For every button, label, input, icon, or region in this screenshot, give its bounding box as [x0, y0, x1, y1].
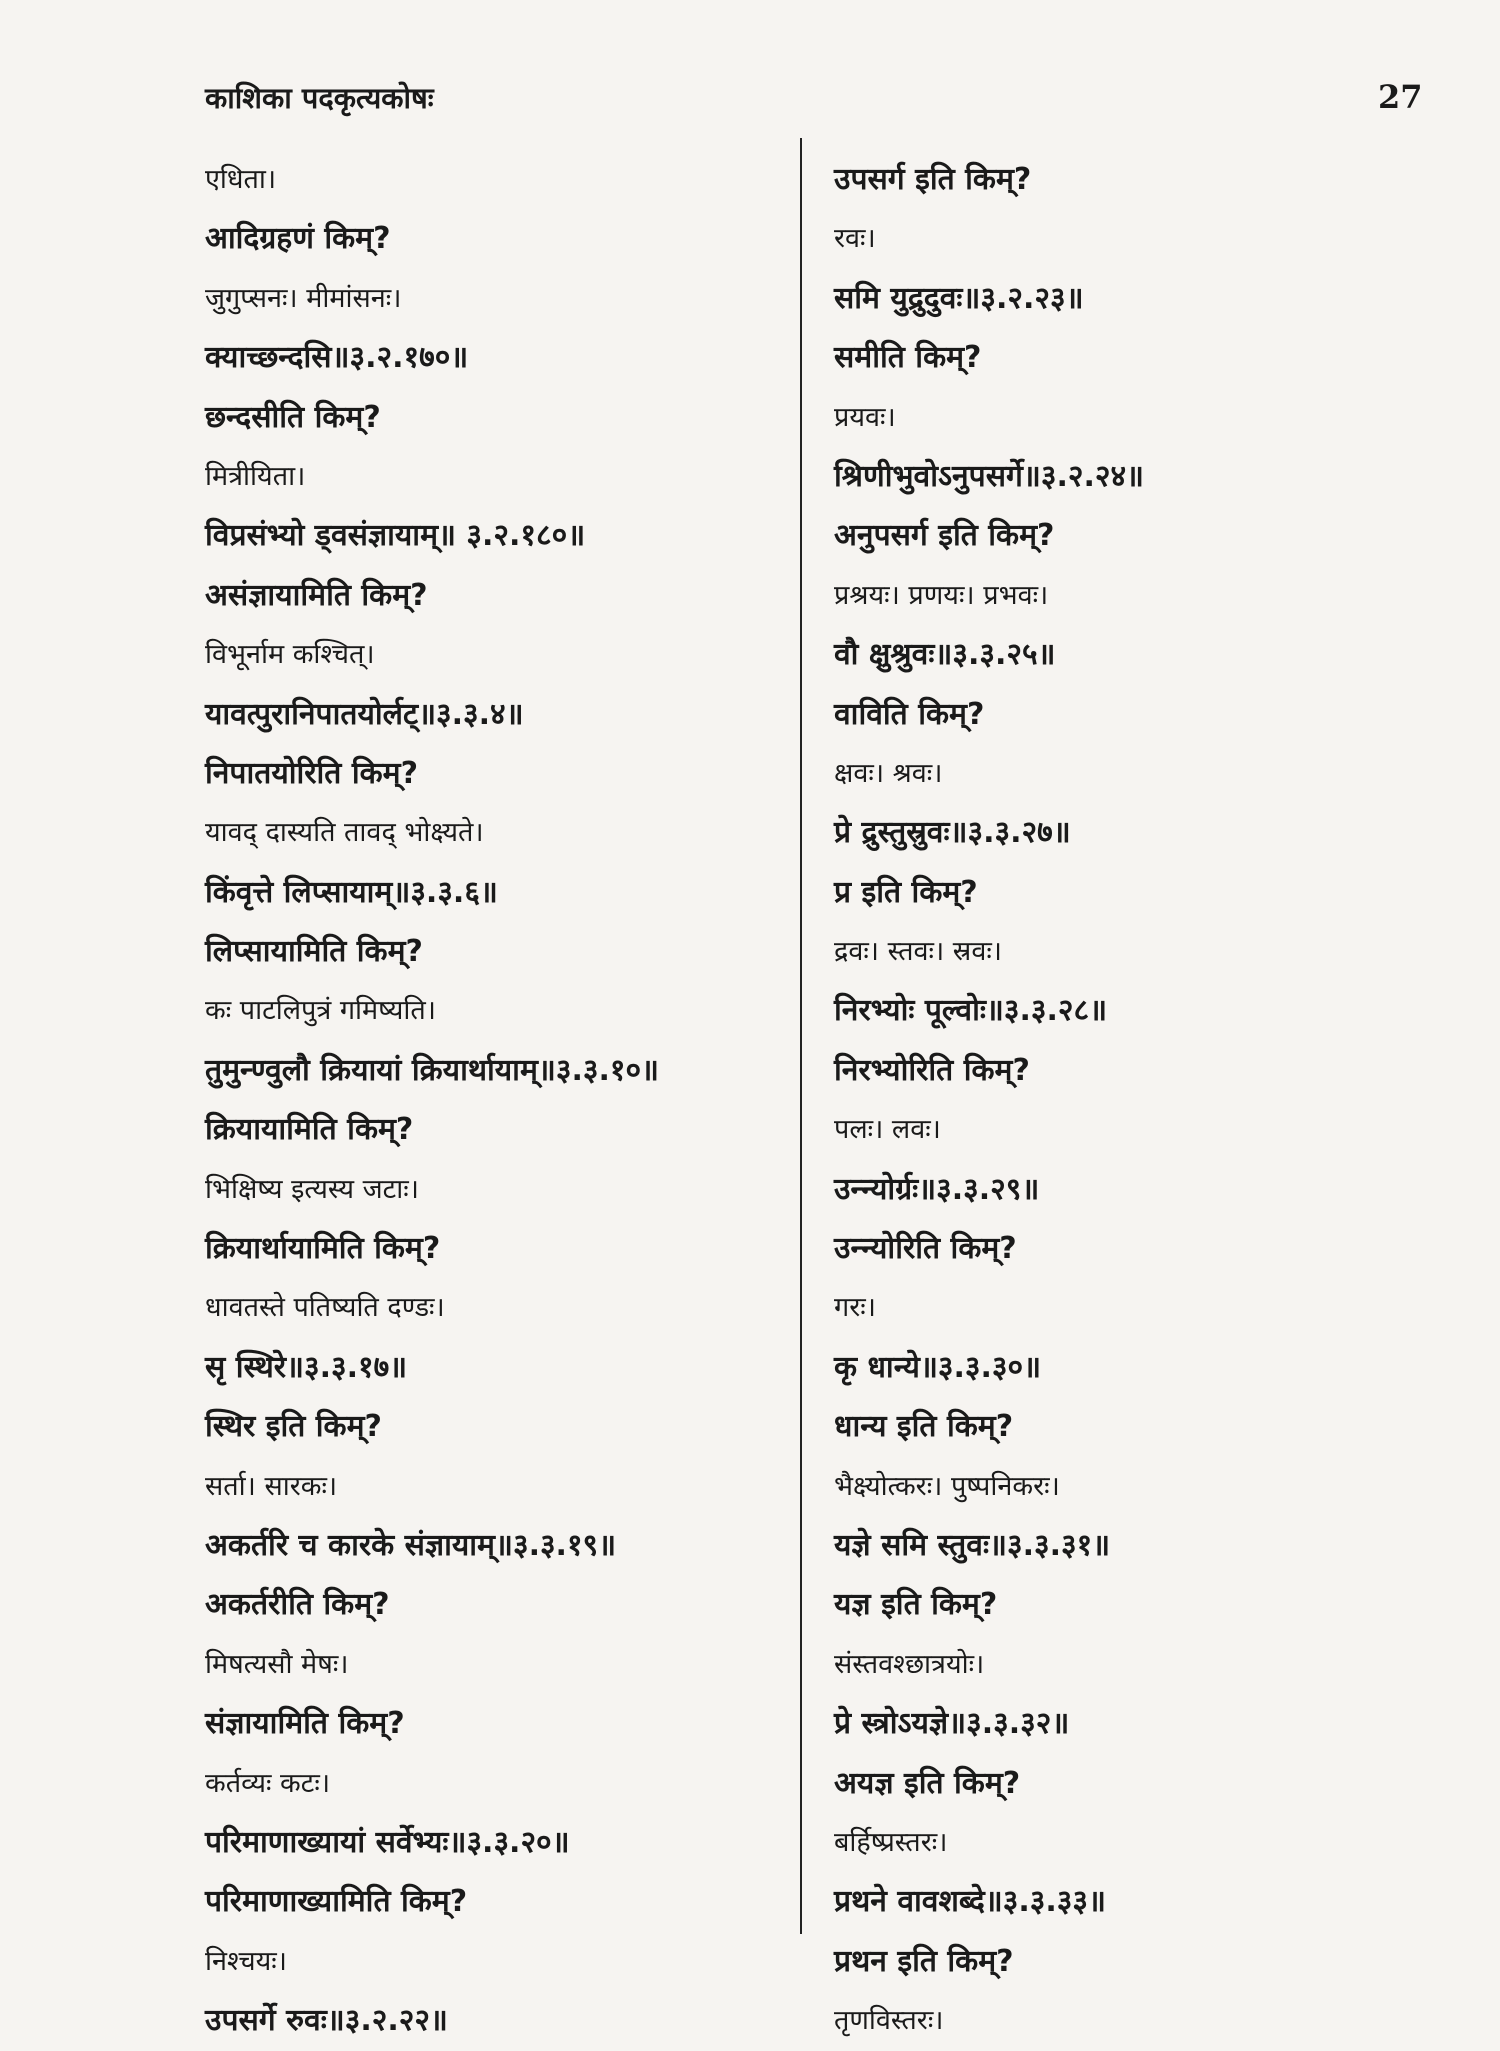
- example-line: सर्ता। सारकः।: [205, 1470, 338, 1502]
- sutra-heading-line: अयज्ञ इति किम्?: [834, 1765, 1021, 1801]
- example-line: संस्तवश्छात्रयोः।: [834, 1648, 985, 1680]
- example-line: एधिता।: [205, 164, 277, 195]
- sutra-heading-line: वौ क्षुश्रुवः॥३.३.२५॥: [834, 637, 1056, 673]
- example-line: भिक्षिष्य इत्यस्य जटाः।: [205, 1173, 419, 1205]
- sutra-heading-line: परिमाणाख्यायां सर्वेभ्यः॥३.३.२०॥: [205, 1824, 570, 1860]
- example-line: कर्तव्यः कटः।: [205, 1767, 331, 1799]
- page-number: 27: [1378, 78, 1423, 116]
- sutra-heading-line: तुमुन्ण्वुलौ क्रियायां क्रियार्थायाम्॥३.३.१०॥: [205, 1052, 660, 1088]
- sutra-heading-line: यज्ञे समि स्तुवः॥३.३.३१॥: [834, 1527, 1111, 1563]
- example-line: धावतस्ते पतिष्यति दण्डः।: [205, 1292, 445, 1324]
- sutra-heading-line: क्रियार्थायामिति किम्?: [205, 1231, 441, 1267]
- example-line: बर्हिष्प्रस्तरः।: [834, 1826, 948, 1858]
- example-line: कः पाटलिपुत्रं गमिष्यति।: [205, 995, 437, 1027]
- sutra-heading-line: विप्रसंभ्यो ड्वसंज्ञायाम्॥ ३.२.१८०॥: [205, 518, 586, 554]
- sutra-heading-line: उपसर्गे रुवः॥३.२.२२॥: [205, 2003, 448, 2039]
- sutra-heading-line: समीति किम्?: [834, 340, 982, 376]
- sutra-heading-line: उपसर्ग इति किम्?: [834, 162, 1032, 197]
- sutra-heading-line: परिमाणाख्यामिति किम्?: [205, 1884, 468, 1920]
- sutra-heading-line: अनुपसर्ग इति किम्?: [834, 518, 1055, 554]
- sutra-heading-line: क्याच्छन्दसि॥३.२.१७०॥: [205, 340, 469, 376]
- left-column: [205, 150, 805, 2051]
- sutra-heading-line: समि युद्रुदुवः॥३.२.२३॥: [834, 280, 1084, 316]
- sutra-heading-line: क्रियायामिति किम्?: [205, 1112, 414, 1148]
- sutra-heading-line: निरभ्योरिति किम्?: [834, 1052, 1030, 1088]
- sutra-heading-line: लिप्सायामिति किम्?: [205, 934, 423, 970]
- sutra-heading-line: कृ धान्ये॥३.३.३०॥: [834, 1349, 1042, 1385]
- sutra-heading-line: प्रे स्त्रोऽयज्ञे॥३.३.३२॥: [834, 1706, 1070, 1742]
- sutra-heading-line: प्र इति किम्?: [834, 874, 978, 910]
- sutra-heading-line: अकर्तरीति किम्?: [205, 1587, 390, 1623]
- sutra-heading-line: प्रे द्रुस्तुस्रुवः॥३.३.२७॥: [834, 815, 1071, 851]
- sutra-heading-line: वाविति किम्?: [834, 696, 985, 732]
- sutra-heading-line: छन्दसीति किम्?: [205, 399, 381, 435]
- sutra-heading-line: यज्ञ इति किम्?: [834, 1587, 998, 1623]
- sutra-heading-line: सृ स्थिरे॥३.३.१७॥: [205, 1349, 408, 1385]
- example-line: जुगुप्सनः। मीमांसनः।: [205, 282, 402, 314]
- sutra-heading-line: संज्ञायामिति किम्?: [205, 1706, 405, 1742]
- right-column: [834, 150, 1434, 2051]
- example-line: प्रयवः।: [834, 401, 896, 433]
- example-line: द्रवः। स्तवः। स्रवः।: [834, 936, 1003, 968]
- example-line: विभूर्नाम कश्चित्।: [205, 639, 375, 671]
- sutra-heading-line: अकर्तरि च कारके संज्ञायाम्॥३.३.१९॥: [205, 1527, 617, 1563]
- example-line: मित्रीयिता।: [205, 460, 306, 492]
- sutra-heading-line: श्रिणीभुवोऽनुपसर्गे॥३.२.२४॥: [834, 458, 1145, 494]
- example-line: क्षवः। श्रवः।: [834, 757, 943, 789]
- sutra-heading-line: प्रथने वावशब्दे॥३.३.३३॥: [834, 1884, 1106, 1920]
- sutra-heading-line: उन्न्योर्ग्रः॥३.३.२९॥: [834, 1171, 1040, 1207]
- example-line: तृणविस्तरः।: [834, 2005, 944, 2037]
- example-line: यावद् दास्यति तावद् भोक्ष्यते।: [205, 817, 484, 849]
- example-line: रवः।: [834, 223, 876, 255]
- sutra-heading-line: यावत्पुरानिपातयोर्लट्॥३.३.४॥: [205, 696, 524, 732]
- example-line: निश्चयः।: [205, 1945, 287, 1977]
- page-header-title: काशिका पदकृत्यकोषः: [205, 81, 434, 115]
- example-line: पलः। लवः।: [834, 1114, 941, 1146]
- sutra-heading-line: निपातयोरिति किम्?: [205, 755, 419, 791]
- sutra-heading-line: प्रथन इति किम्?: [834, 1943, 1014, 1979]
- example-line: भैक्ष्योत्करः। पुष्पनिकरः।: [834, 1470, 1060, 1502]
- sutra-heading-line: असंज्ञायामिति किम्?: [205, 577, 428, 613]
- sutra-heading-line: उन्न्योरिति किम्?: [834, 1231, 1017, 1267]
- example-line: प्रश्रयः। प्रणयः। प्रभवः।: [834, 579, 1049, 611]
- sutra-heading-line: आदिग्रहणं किम्?: [205, 221, 391, 257]
- example-line: मिषत्यसौ मेषः।: [205, 1648, 349, 1680]
- sutra-heading-line: धान्य इति किम्?: [834, 1409, 1014, 1445]
- sutra-heading-line: निरभ्योः पूल्वोः॥३.३.२८॥: [834, 993, 1108, 1029]
- sutra-heading-line: स्थिर इति किम्?: [205, 1409, 382, 1445]
- sutra-heading-line: किंवृत्ते लिप्सायाम्॥३.३.६॥: [205, 874, 498, 910]
- example-line: गरः।: [834, 1292, 876, 1324]
